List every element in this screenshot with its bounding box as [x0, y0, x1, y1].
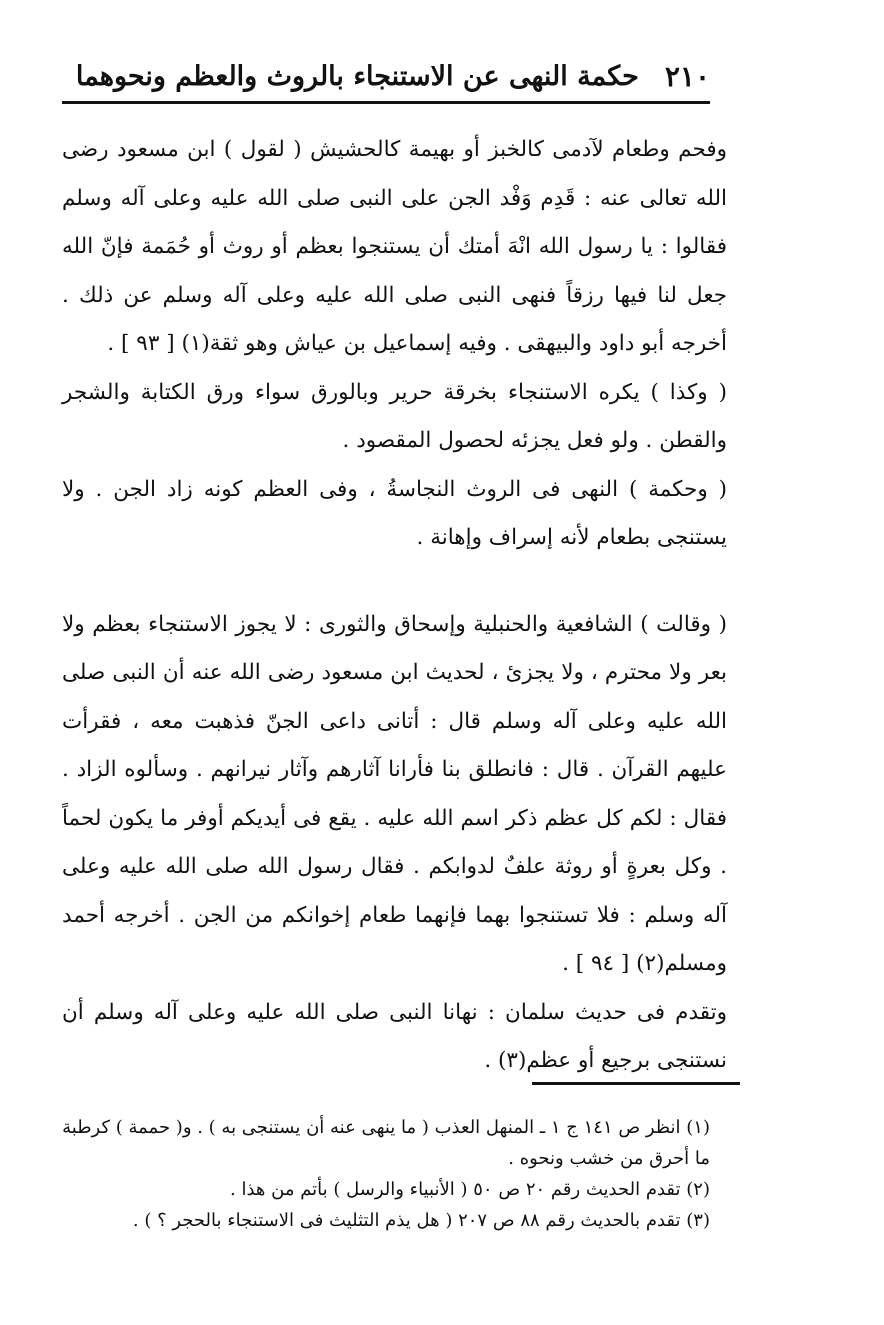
paragraph: وتقدم فى حديث سلمان : نهانا النبى صلى الله عليه وعلى آله وسلم أن نستنجى برجيع أو عظم(٣) .	[62, 999, 727, 1073]
body-text	[62, 126, 727, 1086]
paragraph-gap	[62, 563, 727, 601]
paragraph: وفحم وطعام لآدمى كالخبز أو بهيمة كالحشيش ( لقول ) ابن مسعود رضى الله تعالى عنه : قَدِم وَفْد الجن على النبى صلى الله عليه وعلى آله وسلم فقالوا : يا رسول الله انْهَ أمتك أن يستنجوا بعظم أو روث أو حُمَمة فإنّ الله جعل لنا فيها رزقاً فنهى النبى صلى الله عليه وعلى آله وسلم عن ذلك . أخرجه أبو داود والبيهقى . وفيه إسماعيل بن عياش وهو ثقة(١) [ ٩٣ ] .	[62, 137, 727, 356]
page-number: ٢١٠	[664, 59, 710, 93]
paragraph: ( وقالت ) الشافعية والحنبلية وإسحاق والثورى : لا يجوز الاستنجاء بعظم ولا بعر ولا محترم ، ولا يجزئ ، لحديث ابن مسعود رضى الله عنه أن النبى صلى الله عليه وعلى آله وسلم قال : أتانى داعى الجنّ فذهبت معه ، فقرأت عليهم القرآن . قال : فانطلق بنا فأرانا آثارهم وآثار نيرانهم . وسألوه الزاد . فقال : لكم كل عظم ذكر اسم الله عليه . يقع فى أيديكم أوفر ما يكون لحماً . وكل بعرةٍ أو روثة علفٌ لدوابكم . فقال رسول الله صلى الله عليه وعلى آله وسلم : فلا تستنجوا بهما فإنهما طعام إخوانكم من الجن . أخرجه أحمد ومسلم(٢) [ ٩٤ ] .	[62, 611, 727, 976]
footnotes	[62, 1112, 710, 1236]
footnote-rule	[532, 1082, 740, 1085]
running-title: حكمة النهى عن الاستنجاء بالروث والعظم ونحوهما	[75, 60, 639, 92]
footnote: (١) انظر ص ١٤١ ج ١ ـ المنهل العذب ( ما ينهى عنه أن يستنجى به ) . و( حممة ) كرطبة ما أحرق من خشب ونحوه .	[62, 1117, 710, 1169]
page-header	[62, 52, 710, 100]
footnote: (٣) تقدم بالحديث رقم ٨٨ ص ٢٠٧ ( هل يذم التثليث فى الاستنجاء بالحجر ؟ ) .	[132, 1210, 710, 1231]
paragraph: ( وكذا ) يكره الاستنجاء بخرقة حرير وبالورق سواء ورق الكتابة والشجر والقطن . ولو فعل يجزئه لحصول المقصود .	[62, 379, 727, 453]
footnote: (٢) تقدم الحديث رقم ٢٠ ص ٥٠ ( الأنبياء والرسل ) بأتم من هذا .	[230, 1179, 710, 1200]
header-rule	[62, 101, 710, 104]
paragraph: ( وحكمة ) النهى فى الروث النجاسةُ ، وفى العظم كونه زاد الجن . ولا يستنجى بطعام لأنه إسراف وإهانة .	[62, 476, 727, 550]
